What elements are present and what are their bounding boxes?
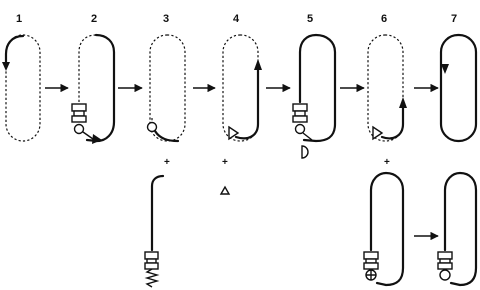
step-label-7: 7 bbox=[451, 13, 458, 25]
step-6-added-loop bbox=[364, 173, 403, 285]
step-6-structure bbox=[368, 35, 407, 141]
step-2-structure bbox=[72, 35, 114, 144]
step-5-half-disc bbox=[302, 146, 308, 158]
step-2-block-top bbox=[72, 104, 86, 111]
step-label-6: 6 bbox=[381, 13, 388, 25]
plus-6: + bbox=[384, 157, 390, 168]
step-5-circle bbox=[296, 125, 305, 134]
step-2-block-mid bbox=[74, 111, 84, 116]
step-label-4: 4 bbox=[233, 13, 240, 25]
step-1-loop bbox=[2, 35, 40, 141]
plus-4: + bbox=[222, 157, 228, 168]
plus-3: + bbox=[164, 157, 170, 168]
step-7-added-loop bbox=[438, 173, 476, 285]
step-label-5: 5 bbox=[307, 13, 314, 25]
step-4-structure bbox=[223, 35, 262, 141]
step-label-1: 1 bbox=[16, 13, 23, 25]
step-label-3: 3 bbox=[163, 13, 170, 25]
step-7-structure bbox=[441, 35, 476, 141]
step-3-added-strand bbox=[145, 176, 163, 287]
step-4-added-triangle bbox=[221, 187, 229, 194]
step-label-2: 2 bbox=[91, 13, 98, 25]
step-5-structure bbox=[293, 35, 335, 158]
step-6-triangle bbox=[373, 127, 382, 139]
step-2-circle bbox=[75, 125, 84, 134]
step-7-added-circle bbox=[440, 270, 450, 280]
step-3-structure bbox=[148, 35, 186, 141]
step-2-block-bot bbox=[72, 116, 86, 122]
